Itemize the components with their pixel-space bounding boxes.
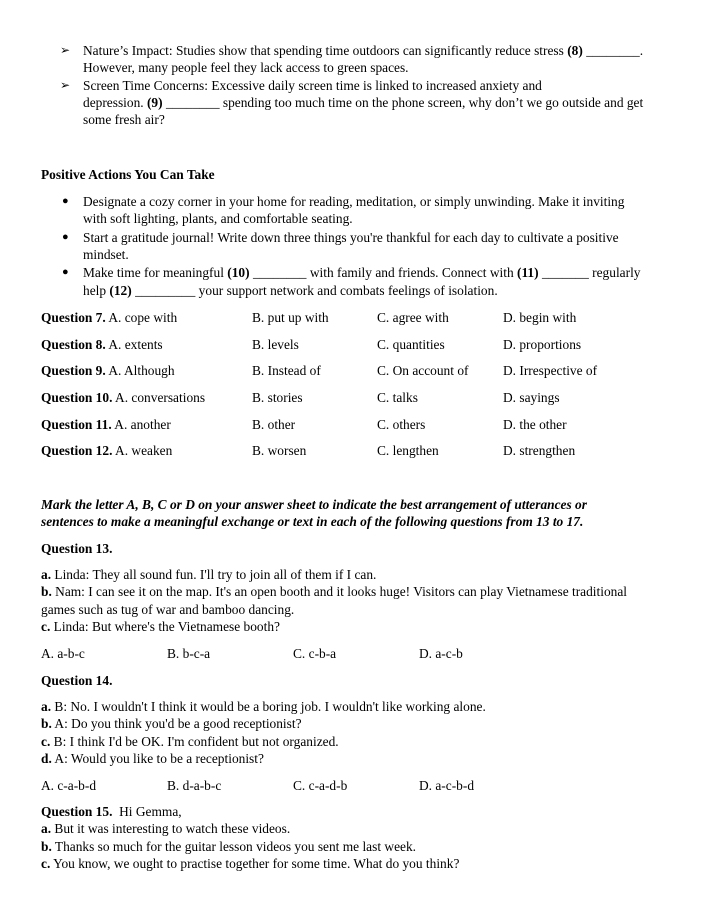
question-row: Question 12. A. weaken B. worsen C. lengthen D. strengthen <box>41 443 576 458</box>
bullet-dot-icon: ● <box>62 195 69 207</box>
question-row: Question 9. A. Although B. Instead of C. On account of D. Irrespective of <box>41 363 598 378</box>
question-15-label: Question 15. Hi Gemma, <box>41 804 182 819</box>
question-row: Question 8. A. extents B. levels C. quantities D. proportions <box>41 337 582 352</box>
bullet-item-2-line2: mindset. <box>83 247 129 262</box>
item-screen-time-line2: depression. (9) ________ spending too much time on the phone screen, why don’t we go outside and get <box>83 95 644 110</box>
bullet-item-2: Start a gratitude journal! Write down three things you're thankful for each day to cultivate a positive <box>83 230 619 245</box>
bullet-item-1: Designate a cozy corner in your home for reading, meditation, or simply unwinding. Make it inviting <box>83 194 625 209</box>
question-row: Question 11. A. another B. other C. others D. the other <box>41 417 567 432</box>
bullet-dot-icon: ● <box>62 266 69 278</box>
question-row: Question 10. A. conversations B. stories C. talks D. sayings <box>41 390 560 405</box>
bullet-item-1-line2: with soft lighting, plants, and comfortable seating. <box>83 211 353 226</box>
question-13-label: Question 13. <box>41 541 113 556</box>
bullet-item-3: Make time for meaningful (10) ________ with family and friends. Connect with (11) _______ regularly <box>83 265 641 280</box>
arrow-bullet-icon: ➢ <box>60 43 71 57</box>
section-heading: Positive Actions You Can Take <box>41 167 215 182</box>
bullet-item-3-line2: help (12) _________ your support network and combats feelings of isolation. <box>83 283 498 298</box>
item-natures-impact: Nature’s Impact: Studies show that spending time outdoors can significantly reduce stress (8) ________. <box>83 43 644 58</box>
item-natures-impact-line2: However, many people feel they lack access to green spaces. <box>83 60 409 75</box>
arrow-bullet-icon: ➢ <box>60 78 71 92</box>
question-row: Question 7. A. cope with B. put up with C. agree with D. begin with <box>41 310 577 325</box>
question-14-label: Question 14. <box>41 673 113 688</box>
bullet-dot-icon: ● <box>62 231 69 243</box>
item-screen-time: Screen Time Concerns: Excessive daily screen time is linked to increased anxiety and <box>83 78 542 93</box>
item-screen-time-line3: some fresh air? <box>83 112 165 127</box>
